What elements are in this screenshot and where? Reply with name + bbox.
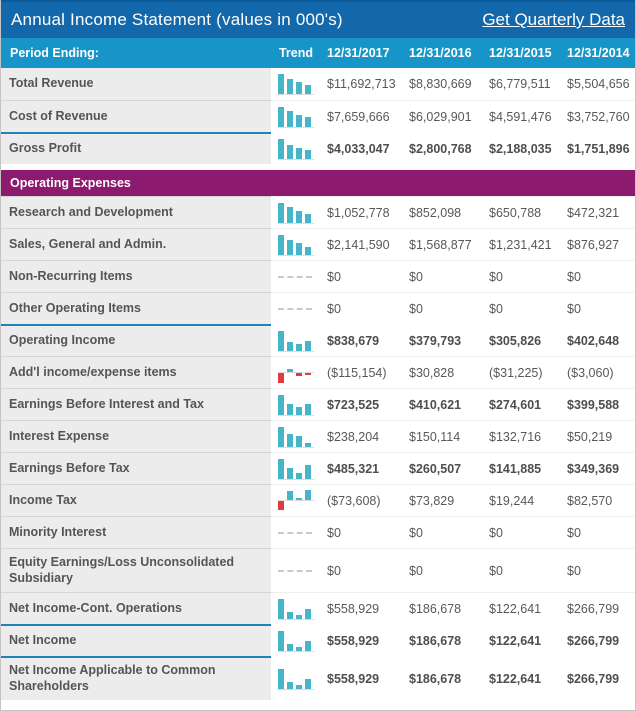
value-cell: $402,648 — [561, 324, 635, 356]
trend-cell — [271, 388, 321, 420]
value-cell: $186,678 — [403, 656, 483, 700]
value-cell: $186,678 — [403, 592, 483, 624]
value-cell: $266,799 — [561, 592, 635, 624]
value-cell: ($115,154) — [321, 356, 403, 388]
table-row-sales-general-and-admin — [1, 228, 635, 260]
value-cell: $0 — [403, 292, 483, 324]
trend-cell — [271, 592, 321, 624]
value-cell: $558,929 — [321, 592, 403, 624]
value-cell: $82,570 — [561, 484, 635, 516]
trend-cell — [271, 68, 321, 100]
value-cell: $349,369 — [561, 452, 635, 484]
value-cell: $30,828 — [403, 356, 483, 388]
row-label: Research and Development — [1, 196, 271, 228]
table-row-equity-earnings-loss-unconsolidated-subsidiary — [1, 548, 635, 592]
value-cell: $150,114 — [403, 420, 483, 452]
value-cell: $6,779,511 — [483, 68, 561, 100]
row-label: Other Operating Items — [1, 292, 271, 324]
trend-sparkline — [278, 329, 316, 353]
trend-cell — [271, 100, 321, 132]
value-cell: $399,588 — [561, 388, 635, 420]
value-cell: $0 — [403, 260, 483, 292]
trend-sparkline — [278, 457, 316, 481]
value-cell: $0 — [483, 516, 561, 548]
value-cell: $50,219 — [561, 420, 635, 452]
value-cell: $305,826 — [483, 324, 561, 356]
table-row-earnings-before-interest-and-tax — [1, 388, 635, 420]
value-cell: $1,052,778 — [321, 196, 403, 228]
value-cell: $650,788 — [483, 196, 561, 228]
table-row-operating-income — [1, 324, 635, 356]
value-cell: $266,799 — [561, 624, 635, 656]
row-label: Income Tax — [1, 484, 271, 516]
value-cell: $0 — [561, 548, 635, 592]
value-cell: $2,141,590 — [321, 228, 403, 260]
value-cell: $1,231,421 — [483, 228, 561, 260]
trend-column-label: Trend — [278, 46, 314, 60]
table-row-income-tax — [1, 484, 635, 516]
row-label: Net Income — [1, 624, 271, 656]
value-cell: $8,830,669 — [403, 68, 483, 100]
trend-cell — [271, 624, 321, 656]
value-cell: $122,641 — [483, 624, 561, 656]
row-label: Operating Income — [1, 324, 271, 356]
trend-cell — [271, 656, 321, 700]
value-cell: $4,033,047 — [321, 132, 403, 164]
trend-cell — [271, 356, 321, 388]
value-cell: $11,692,713 — [321, 68, 403, 100]
trend-cell — [271, 548, 321, 592]
value-cell: $0 — [483, 548, 561, 592]
value-cell: $132,716 — [483, 420, 561, 452]
trend-sparkline — [278, 393, 316, 417]
value-cell: $838,679 — [321, 324, 403, 356]
value-cell: $5,504,656 — [561, 68, 635, 100]
value-cell: $0 — [403, 516, 483, 548]
trend-cell — [271, 516, 321, 548]
zero-trend-dash — [278, 308, 312, 310]
value-cell: $6,029,901 — [403, 100, 483, 132]
trend-sparkline — [278, 425, 316, 449]
value-cell: ($73,608) — [321, 484, 403, 516]
table-row-minority-interest — [1, 516, 635, 548]
table-row-non-recurring-items — [1, 260, 635, 292]
zero-trend-dash — [278, 276, 312, 278]
row-label: Earnings Before Interest and Tax — [1, 388, 271, 420]
table-row-total-revenue — [1, 68, 635, 100]
trend-sparkline — [278, 597, 316, 621]
table-row-earnings-before-tax — [1, 452, 635, 484]
value-cell: $0 — [561, 292, 635, 324]
get-quarterly-data-link[interactable]: Get Quarterly Data — [482, 10, 625, 29]
year-column-header: 12/31/2017 — [327, 46, 390, 60]
trend-sparkline — [278, 72, 316, 96]
page-title: Annual Income Statement (values in 000's) — [11, 10, 343, 29]
value-cell: $122,641 — [483, 656, 561, 700]
row-label: Interest Expense — [1, 420, 271, 452]
value-cell: $558,929 — [321, 656, 403, 700]
table-row-research-and-development — [1, 196, 635, 228]
title-bar — [1, 0, 635, 38]
section-label: Operating Expenses — [10, 176, 131, 190]
value-cell: $472,321 — [561, 196, 635, 228]
value-cell: $3,752,760 — [561, 100, 635, 132]
trend-cell — [271, 484, 321, 516]
row-label: Net Income-Cont. Operations — [1, 592, 271, 624]
period-ending-label: Period Ending: — [10, 46, 99, 60]
value-cell: $0 — [321, 292, 403, 324]
value-cell: $876,927 — [561, 228, 635, 260]
trend-cell — [271, 228, 321, 260]
table-row-add-l-income-expense-items — [1, 356, 635, 388]
trend-sparkline — [278, 105, 316, 129]
value-cell: $0 — [561, 516, 635, 548]
trend-cell — [271, 292, 321, 324]
trend-sparkline — [278, 489, 316, 513]
table-row-net-income-applicable-to-common-shareholders — [1, 656, 635, 700]
year-column-header: 12/31/2014 — [567, 46, 630, 60]
trend-cell — [271, 452, 321, 484]
value-cell: $0 — [483, 292, 561, 324]
table-row-net-income — [1, 624, 635, 656]
row-label: Earnings Before Tax — [1, 452, 271, 484]
value-cell: $122,641 — [483, 592, 561, 624]
value-cell: $1,751,896 — [561, 132, 635, 164]
value-cell: $723,525 — [321, 388, 403, 420]
table-row-net-income-cont-operations — [1, 592, 635, 624]
row-label: Add'l income/expense items — [1, 356, 271, 388]
value-cell: $260,507 — [403, 452, 483, 484]
row-label: Non-Recurring Items — [1, 260, 271, 292]
value-cell: ($31,225) — [483, 356, 561, 388]
value-cell: $73,829 — [403, 484, 483, 516]
trend-cell — [271, 196, 321, 228]
value-cell: $7,659,666 — [321, 100, 403, 132]
zero-trend-dash — [278, 532, 312, 534]
trend-cell — [271, 420, 321, 452]
table-row-gross-profit — [1, 132, 635, 164]
table-row-cost-of-revenue — [1, 100, 635, 132]
value-cell: $19,244 — [483, 484, 561, 516]
value-cell: $274,601 — [483, 388, 561, 420]
column-header-row — [1, 38, 635, 68]
year-column-header: 12/31/2016 — [409, 46, 472, 60]
table-row-interest-expense — [1, 420, 635, 452]
trend-sparkline — [278, 667, 316, 691]
trend-cell — [271, 324, 321, 356]
value-cell: $266,799 — [561, 656, 635, 700]
row-label: Total Revenue — [1, 68, 271, 100]
row-label: Equity Earnings/Loss Unconsolidated Subsidiary — [1, 548, 271, 592]
value-cell: $379,793 — [403, 324, 483, 356]
row-label: Net Income Applicable to Common Shareholders — [1, 656, 271, 700]
value-cell: $852,098 — [403, 196, 483, 228]
trend-sparkline — [278, 361, 316, 385]
value-cell: $485,321 — [321, 452, 403, 484]
value-cell: $0 — [321, 516, 403, 548]
value-cell: $410,621 — [403, 388, 483, 420]
trend-sparkline — [278, 137, 316, 161]
value-cell: $0 — [321, 548, 403, 592]
row-label: Minority Interest — [1, 516, 271, 548]
zero-trend-dash — [278, 570, 312, 572]
row-label: Cost of Revenue — [1, 100, 271, 132]
year-column-header: 12/31/2015 — [489, 46, 552, 60]
trend-sparkline — [278, 629, 316, 653]
section-header-operating-expenses — [1, 170, 635, 196]
row-label: Sales, General and Admin. — [1, 228, 271, 260]
trend-sparkline — [278, 233, 316, 257]
value-cell: $2,800,768 — [403, 132, 483, 164]
value-cell: $238,204 — [321, 420, 403, 452]
trend-cell — [271, 260, 321, 292]
value-cell: $1,568,877 — [403, 228, 483, 260]
trend-sparkline — [278, 201, 316, 225]
value-cell: $0 — [483, 260, 561, 292]
value-cell: ($3,060) — [561, 356, 635, 388]
value-cell: $186,678 — [403, 624, 483, 656]
table-row-other-operating-items — [1, 292, 635, 324]
value-cell: $0 — [321, 260, 403, 292]
trend-cell — [271, 132, 321, 164]
row-label: Gross Profit — [1, 132, 271, 164]
value-cell: $0 — [561, 260, 635, 292]
value-cell: $4,591,476 — [483, 100, 561, 132]
value-cell: $558,929 — [321, 624, 403, 656]
value-cell: $0 — [403, 548, 483, 592]
value-cell: $141,885 — [483, 452, 561, 484]
statement-rows — [1, 68, 635, 700]
value-cell: $2,188,035 — [483, 132, 561, 164]
